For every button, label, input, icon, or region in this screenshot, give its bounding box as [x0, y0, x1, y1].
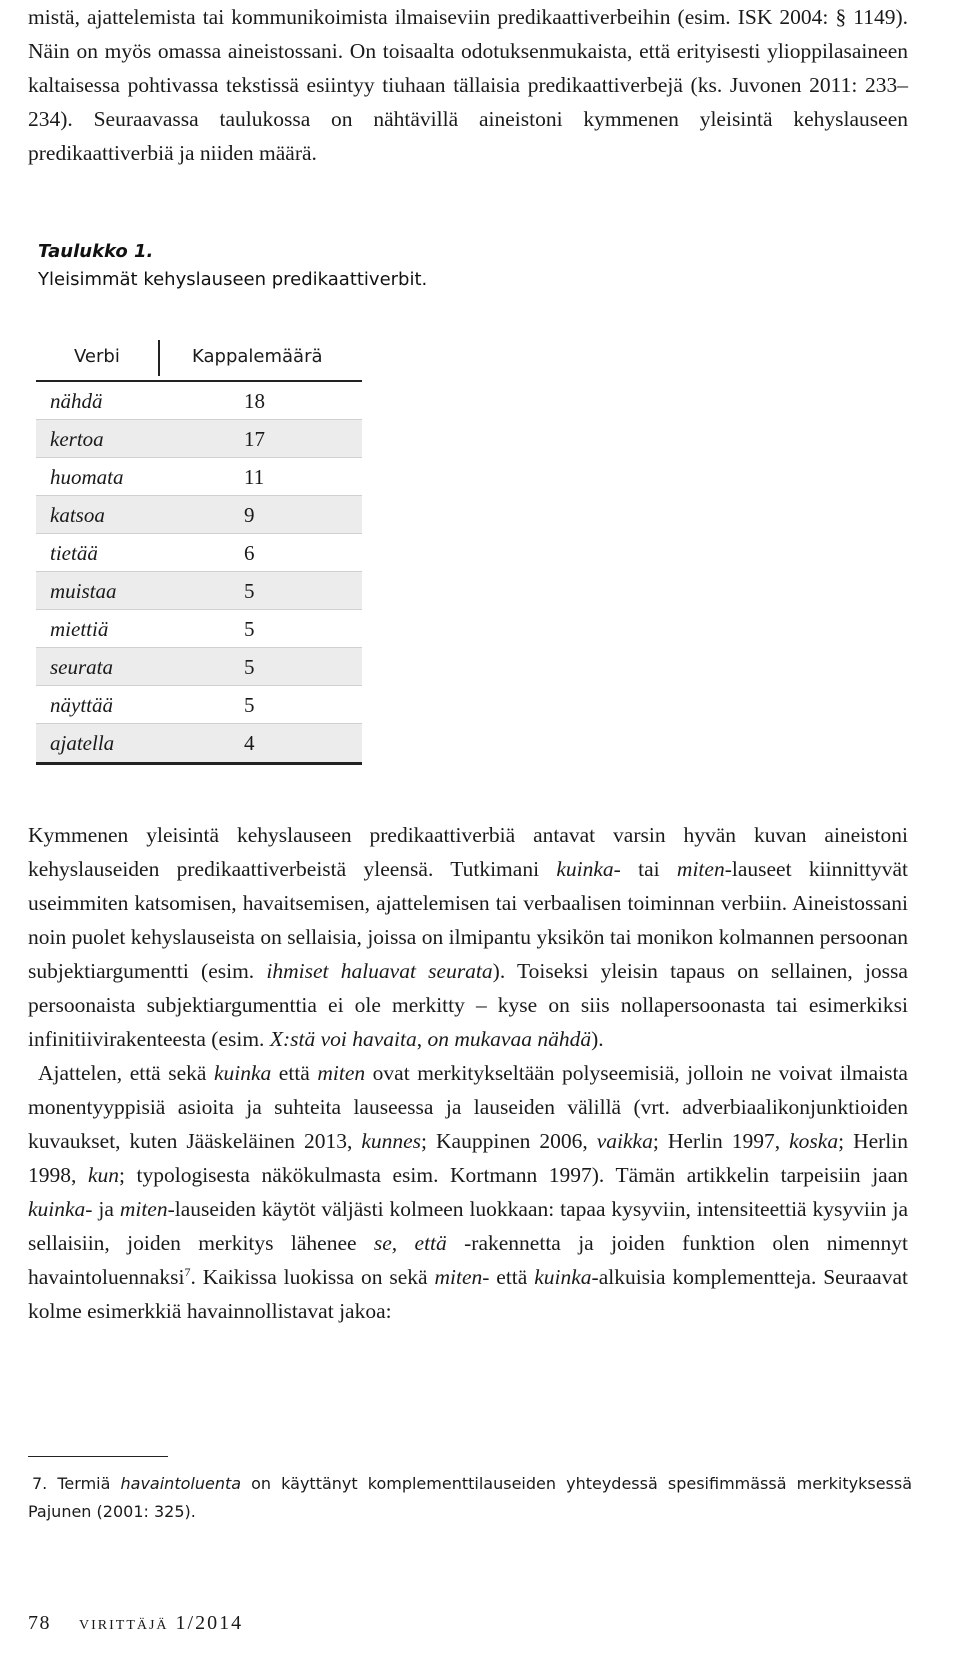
text-run: Kymmenen yleisintä kehyslauseen predikaattiverbiä antavat varsin hyvän kuvan aineistoni kehyslauseiden predikaattiverbeistä yleensä. Tutkimani — [28, 823, 908, 881]
table-caption — [38, 238, 427, 294]
paragraph-text: mistä, ajattelemista tai kommunikoimista ilmaiseviin predikaattiverbeihin (esim. ISK 2004: § 1149). Näin on myös omassa aineistossani. On toisaalta odotuksenmukaista, että erityisesti ylioppilasaineen kaltaisessa pohtivassa tekstissä esiintyy tiuhaan tällaisia predikaattiverbejä (ks. Juvonen 2011: 233–234). Seuraavassa taulukossa on nähtävillä aineistoni kymmenen yleisintä kehyslauseen predikaattiverbiä ja niiden määrä. — [28, 5, 908, 165]
footnote-number: 7. — [32, 1474, 48, 1493]
count-cell: 4 — [244, 731, 255, 755]
text-run: Termiä — [47, 1474, 121, 1493]
italic-term: miten — [317, 1061, 366, 1085]
text-run: että — [271, 1061, 318, 1085]
italic-term: kuinka- — [28, 1197, 93, 1221]
italic-term: kuinka — [213, 1061, 272, 1085]
text-run: ). Toiseksi yleisin tapaus on sellainen, jossa persoonaista subjektiargumenttia ei ole merkitty – kyse on siis nollapersoonasta tai esimerkiksi infinitiivirakenteesta (esim. — [28, 959, 908, 1051]
text-run: , — [416, 1027, 428, 1051]
text-run: . Kaikissa luokissa on sekä — [190, 1265, 435, 1289]
text-run: -lauseiden käytöt väljästi kolmeen luokkaan: tapaa kysyviin, intensiteettiä kysyviin ja sellaisiin, joiden merkitys lähenee — [28, 1197, 908, 1255]
table-row — [36, 648, 362, 686]
verb-cell: miettiä — [50, 617, 109, 641]
text-run: -rakennetta ja joiden funktion olen nimennyt havaintoluennaksi — [28, 1231, 908, 1289]
text-run: on käyttänyt komplementtilauseiden yhteydessä spesifimmässä merkityksessä Pajunen (2001: 325). — [28, 1474, 913, 1521]
count-cell: 5 — [244, 693, 255, 717]
verb-frequency-table — [36, 336, 362, 765]
text-run: -alkuisia komplementteja. Seuraavat kolme esimerkkiä havainnollistavat jakoa: — [28, 1265, 908, 1323]
paragraph-text — [28, 818, 908, 1056]
table-label: Taulukko 1. — [38, 241, 154, 262]
italic-example: on mukavaa nähdä — [427, 1027, 592, 1051]
count-cell: 17 — [244, 427, 265, 451]
verb-cell: ajatella — [50, 731, 115, 755]
table-header — [36, 336, 362, 380]
table-row — [36, 572, 362, 610]
verb-cell: kertoa — [50, 427, 104, 451]
verb-cell: nähdä — [50, 389, 103, 413]
column-header-count: Kappalemäärä — [192, 346, 323, 367]
italic-term: miten- — [434, 1265, 490, 1289]
table-row — [36, 724, 362, 762]
header-divider — [158, 340, 160, 376]
body-paragraph-2 — [28, 818, 908, 1328]
text-run: ; Kauppinen 2006, — [421, 1129, 597, 1153]
verb-cell: muistaa — [50, 579, 117, 603]
text-run: ja — [92, 1197, 120, 1221]
footnote — [28, 1470, 912, 1526]
footnote-rule — [28, 1456, 168, 1457]
italic-term: kuinka — [534, 1265, 592, 1289]
italic-example: X:stä voi havaita — [269, 1027, 417, 1051]
text-run: ; Herlin 1998, — [28, 1129, 908, 1187]
italic-term: miten — [119, 1197, 168, 1221]
count-cell: 9 — [244, 503, 255, 527]
table-row — [36, 610, 362, 648]
italic-term: havaintoluenta — [120, 1474, 242, 1493]
text-run: tai — [620, 857, 677, 881]
italic-term: miten — [676, 857, 725, 881]
count-cell: 6 — [244, 541, 255, 565]
count-cell: 5 — [244, 617, 255, 641]
table-row — [36, 534, 362, 572]
italic-term: koska — [789, 1129, 839, 1153]
verb-cell: huomata — [50, 465, 124, 489]
page-footer — [28, 1612, 243, 1635]
text-run: -lauseet kiinnittyvät useimmiten katsomisen, havaitsemisen, ajattelemisen tai verbaalisen toiminnan verbiin. Aineistossani noin puolet kehyslauseista on sellaisia, joissa on ilmipantu yksikön tai monikon kolmannen persoonan subjektiargumentti (esim. — [28, 857, 908, 983]
verb-cell: seurata — [50, 655, 113, 679]
journal-name: virittäjä 1/2014 — [79, 1612, 244, 1634]
text-run: ). — [591, 1027, 604, 1051]
count-cell: 5 — [244, 655, 255, 679]
table-row — [36, 420, 362, 458]
table-row — [36, 382, 362, 420]
text-run: ; Herlin 1997, — [652, 1129, 790, 1153]
table-body — [36, 382, 362, 762]
text-run: ovat merkitykseltään polyseemisiä, jolloin ne voivat ilmaista monentyyppisiä asioita ja suhteita lauseessa ja lauseiden välillä (vrt. adverbiaalikonjunktioiden kuvaukset, kuten Jääskeläinen 2013, — [28, 1061, 908, 1153]
italic-term: kunnes — [361, 1129, 422, 1153]
table-title: Yleisimmät kehyslauseen predikaattiverbit. — [38, 269, 428, 290]
text-run: että — [489, 1265, 535, 1289]
count-cell: 11 — [244, 465, 265, 489]
verb-cell: tietää — [50, 541, 98, 565]
column-header-verb: Verbi — [74, 346, 120, 367]
table-row — [36, 458, 362, 496]
table-row — [36, 496, 362, 534]
italic-term: kun — [87, 1163, 119, 1187]
text-run: ; typologisesta näkökulmasta esim. Kortmann 1997). Tämän artikkelin tarpeisiin jaan — [118, 1163, 908, 1187]
footnote-marker: 7 — [184, 1265, 191, 1279]
body-paragraph-1 — [28, 0, 908, 170]
italic-term: se, että — [373, 1231, 447, 1255]
paragraph-text — [28, 1056, 908, 1328]
verb-cell: näyttää — [50, 693, 113, 717]
page-number: 78 — [28, 1612, 51, 1634]
italic-term: kuinka- — [556, 857, 621, 881]
italic-term: vaikka — [596, 1129, 653, 1153]
count-cell: 18 — [244, 389, 265, 413]
table-row — [36, 686, 362, 724]
text-run: Ajattelen, että sekä — [38, 1061, 214, 1085]
table-bottom-rule — [36, 762, 362, 765]
italic-example: ihmiset haluavat seurata — [266, 959, 493, 983]
verb-cell: katsoa — [50, 503, 105, 527]
count-cell: 5 — [244, 579, 255, 603]
